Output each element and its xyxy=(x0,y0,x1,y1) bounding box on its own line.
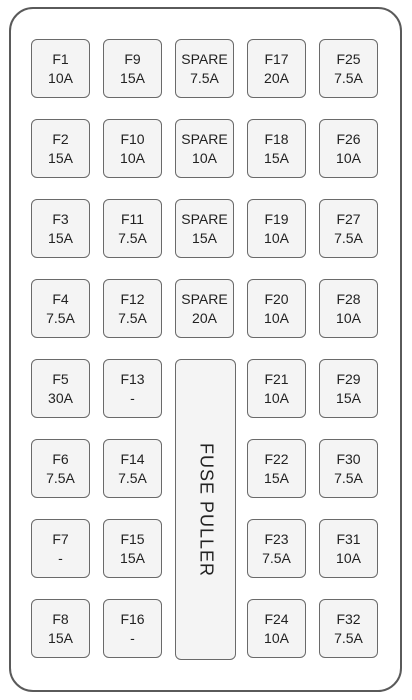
fuse-slot xyxy=(247,439,306,498)
fuse-slot xyxy=(319,199,378,258)
fuse-id: F8 xyxy=(52,610,69,627)
fuse-rating: - xyxy=(130,629,135,646)
fuse-rating: 20A xyxy=(192,309,217,326)
fuse-id: F23 xyxy=(264,530,289,547)
fuse-id: F30 xyxy=(336,450,361,467)
fuse-id: F18 xyxy=(264,130,289,147)
fuse-id: F22 xyxy=(264,450,289,467)
fuse-id: F16 xyxy=(120,610,145,627)
fuse-slot xyxy=(247,119,306,178)
fuse-slot xyxy=(319,519,378,578)
fuse-slot xyxy=(103,359,162,418)
fuse-slot xyxy=(31,279,90,338)
fuse-slot xyxy=(31,199,90,258)
fuse-id: F15 xyxy=(120,530,145,547)
fuse-slot xyxy=(103,519,162,578)
fuse-id: F9 xyxy=(124,50,141,67)
fuse-rating: 15A xyxy=(120,69,145,86)
fuse-slot xyxy=(31,359,90,418)
fuse-slot xyxy=(319,439,378,498)
fuse-rating: 7.5A xyxy=(118,469,147,486)
fuse-rating: 7.5A xyxy=(334,629,363,646)
fuse-slot xyxy=(247,39,306,98)
fuse-slot xyxy=(103,279,162,338)
fuse-id: F25 xyxy=(336,50,361,67)
fuse-id: F5 xyxy=(52,370,69,387)
fuse-id: F29 xyxy=(336,370,361,387)
fuse-slot xyxy=(103,39,162,98)
fuse-slot xyxy=(175,119,234,178)
fuse-rating: 15A xyxy=(48,229,73,246)
fuse-id: F6 xyxy=(52,450,69,467)
fuse-rating: 7.5A xyxy=(118,229,147,246)
fuse-slot xyxy=(247,519,306,578)
fuse-slot xyxy=(319,119,378,178)
fuse-slot xyxy=(319,359,378,418)
fuse-rating: - xyxy=(130,389,135,406)
fuse-id: F21 xyxy=(264,370,289,387)
fuse-id: F26 xyxy=(336,130,361,147)
fuse-rating: 10A xyxy=(264,309,289,326)
fuse-id: F31 xyxy=(336,530,361,547)
fuse-id: F13 xyxy=(120,370,145,387)
fuse-rating: 30A xyxy=(48,389,73,406)
fuse-slot xyxy=(319,39,378,98)
fuse-rating: 7.5A xyxy=(334,69,363,86)
fuse-id: F19 xyxy=(264,210,289,227)
fuse-id: F11 xyxy=(120,210,145,227)
fuse-id: SPARE xyxy=(181,210,228,227)
fuse-slot xyxy=(103,199,162,258)
fuse-id: F4 xyxy=(52,290,69,307)
fuse-slot xyxy=(31,39,90,98)
fuse-id: SPARE xyxy=(181,130,228,147)
fuse-rating: 10A xyxy=(336,309,361,326)
fuse-rating: 7.5A xyxy=(46,469,75,486)
fuse-rating: 7.5A xyxy=(118,309,147,326)
fuse-id: SPARE xyxy=(181,50,228,67)
fuse-slot xyxy=(103,439,162,498)
fuse-id: F10 xyxy=(120,130,145,147)
fuse-id: F17 xyxy=(264,50,289,67)
fuse-id: SPARE xyxy=(181,290,228,307)
fuse-rating: - xyxy=(58,549,63,566)
fuse-id: F12 xyxy=(120,290,145,307)
fuse-rating: 10A xyxy=(120,149,145,166)
fuse-id: F20 xyxy=(264,290,289,307)
fuse-slot xyxy=(103,599,162,658)
fuse-rating: 10A xyxy=(264,389,289,406)
fuse-id: F14 xyxy=(120,450,145,467)
fuse-slot xyxy=(175,199,234,258)
fuse-slot xyxy=(175,279,234,338)
fuse-rating: 15A xyxy=(264,149,289,166)
fuse-rating: 10A xyxy=(48,69,73,86)
fuse-slot xyxy=(247,599,306,658)
fuse-puller xyxy=(175,359,236,660)
fuse-puller-label: FUSE PULLER xyxy=(196,442,216,577)
fuse-id: F24 xyxy=(264,610,289,627)
fuse-rating: 10A xyxy=(264,629,289,646)
fuse-slot xyxy=(247,359,306,418)
fuse-rating: 15A xyxy=(336,389,361,406)
fuse-rating: 15A xyxy=(192,229,217,246)
fuse-rating: 7.5A xyxy=(46,309,75,326)
fuse-slot xyxy=(31,439,90,498)
fuse-rating: 15A xyxy=(48,629,73,646)
fuse-rating: 7.5A xyxy=(334,229,363,246)
fuse-slot xyxy=(31,119,90,178)
fuse-slot xyxy=(247,199,306,258)
fuse-rating: 7.5A xyxy=(190,69,219,86)
fuse-id: F7 xyxy=(52,530,69,547)
fuse-rating: 10A xyxy=(336,549,361,566)
fuse-id: F27 xyxy=(336,210,361,227)
fuse-rating: 10A xyxy=(192,149,217,166)
fuse-rating: 20A xyxy=(264,69,289,86)
fuse-id: F28 xyxy=(336,290,361,307)
fuse-rating: 7.5A xyxy=(262,549,291,566)
fuse-id: F3 xyxy=(52,210,69,227)
fuse-slot xyxy=(247,279,306,338)
fuse-rating: 7.5A xyxy=(334,469,363,486)
fuse-id: F2 xyxy=(52,130,69,147)
fuse-id: F1 xyxy=(52,50,69,67)
fuse-rating: 15A xyxy=(120,549,145,566)
fuse-rating: 10A xyxy=(336,149,361,166)
fuse-id: F32 xyxy=(336,610,361,627)
fuse-slot xyxy=(175,39,234,98)
fuse-rating: 10A xyxy=(264,229,289,246)
fuse-slot xyxy=(31,519,90,578)
fuse-rating: 15A xyxy=(48,149,73,166)
fuse-slot xyxy=(31,599,90,658)
fuse-rating: 15A xyxy=(264,469,289,486)
fuse-slot xyxy=(319,279,378,338)
fuse-slot xyxy=(103,119,162,178)
fuse-slot xyxy=(319,599,378,658)
